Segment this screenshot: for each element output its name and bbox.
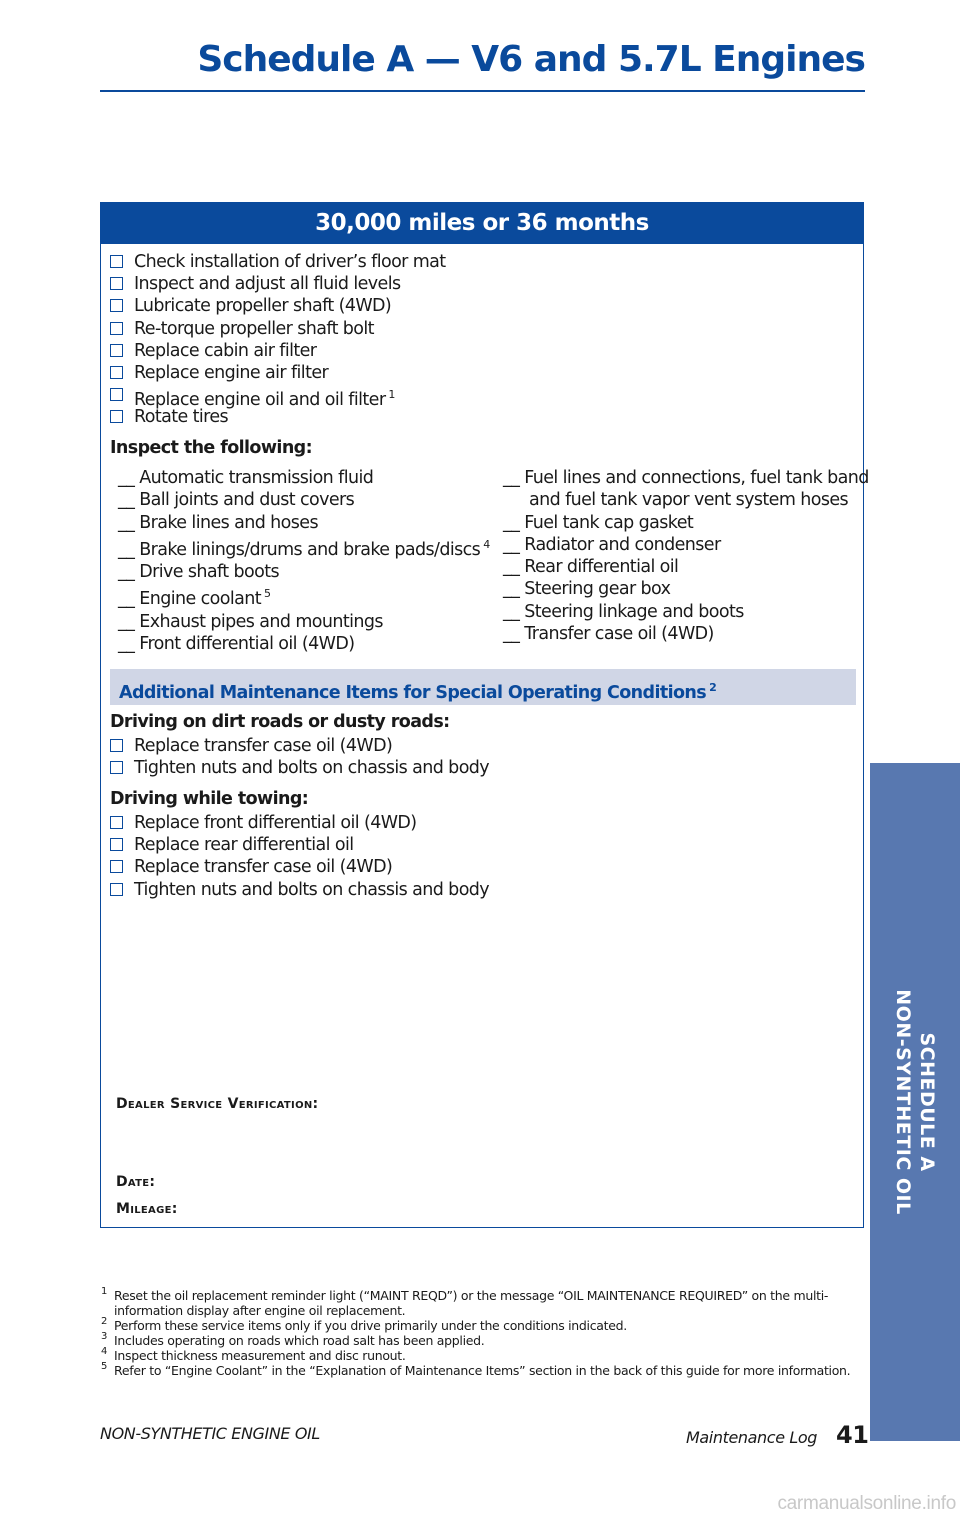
footnote-ref: 5 xyxy=(263,587,271,601)
inspect-item xyxy=(503,512,869,534)
footnote-text: Reset the oil replacement reminder light (“MAINT REQD”) or the message “OIL MAINTENANCE REQUIRED” on the multi-information display after engine oil replacement. xyxy=(114,1288,829,1318)
checklist-item-label: Tighten nuts and bolts on chassis and body xyxy=(134,758,490,779)
inspect-item xyxy=(503,467,869,489)
checklist-item xyxy=(110,735,489,757)
inspect-item xyxy=(118,467,490,489)
footnote-ref: 1 xyxy=(388,388,395,402)
checklist-item xyxy=(110,834,489,856)
checklist-item xyxy=(110,757,489,779)
checklist-item-label: Re-torque propeller shaft bolt xyxy=(134,318,374,339)
footnote-number: 2 xyxy=(101,1316,108,1327)
footnote-text: Perform these service items only if you drive primarily under the conditions indicated. xyxy=(114,1318,627,1333)
checklist-item-label: Replace transfer case oil (4WD) xyxy=(134,736,393,756)
checkbox[interactable] xyxy=(110,761,123,774)
inspect-item-label: __ Steering gear box xyxy=(503,579,671,600)
checklist-item xyxy=(110,340,446,362)
footnote xyxy=(100,1363,865,1378)
checklist-item-label: Tighten nuts and bolts on chassis and body xyxy=(134,879,490,900)
checklist-item xyxy=(110,812,489,834)
inspect-item-label: __ Automatic transmission fluid xyxy=(118,468,374,488)
checklist-item-label: Rotate tires xyxy=(134,407,229,428)
footnote xyxy=(100,1318,865,1333)
checkbox[interactable] xyxy=(110,739,123,752)
inspect-item xyxy=(503,556,869,578)
checklist-item-label: Replace engine oil and oil filter xyxy=(134,390,386,411)
towing-heading: Driving while towing: xyxy=(110,789,309,809)
checklist-item xyxy=(110,856,489,878)
inspect-item-label: __ Rear differential oil xyxy=(503,557,679,578)
checkbox[interactable] xyxy=(110,344,123,357)
checklist-item xyxy=(110,406,446,428)
checklist-item-label: Replace engine air filter xyxy=(134,362,329,383)
checklist xyxy=(110,251,446,429)
checkbox[interactable] xyxy=(110,410,123,423)
inspect-item-label: __ Engine coolant xyxy=(118,589,261,610)
footnote-text: Inspect thickness measurement and disc runout. xyxy=(114,1348,406,1363)
checklist-item-label: Check installation of driver’s floor mat xyxy=(134,252,446,272)
checklist-item-label: Replace cabin air filter xyxy=(134,340,317,361)
footnote xyxy=(100,1288,865,1318)
watermark: carmanualsonline.info xyxy=(777,1493,956,1514)
inspect-heading: Inspect the following: xyxy=(110,438,313,458)
checklist-item xyxy=(110,879,489,901)
checklist-item xyxy=(110,384,446,411)
footnote xyxy=(100,1333,865,1348)
page-number: 41 xyxy=(836,1421,869,1449)
checklist-item-label: Replace rear differential oil xyxy=(134,835,354,856)
maintenance-panel xyxy=(100,202,869,1228)
footer-log-label: Maintenance Log xyxy=(686,1428,817,1447)
checkbox[interactable] xyxy=(110,299,123,312)
inspect-item xyxy=(503,578,869,600)
inspect-item-label: __ Transfer case oil (4WD) xyxy=(503,624,714,645)
footnotes xyxy=(100,1288,865,1378)
inspect-item-label: __ Brake lines and hoses xyxy=(118,512,318,533)
inspect-item-label: and fuel tank vapor vent system hoses xyxy=(529,490,849,511)
inspect-item xyxy=(118,489,490,511)
checkbox[interactable] xyxy=(110,860,123,873)
footnote-ref: 4 xyxy=(483,537,490,551)
checklist-item xyxy=(110,362,446,384)
checklist-item xyxy=(110,295,446,317)
checklist-item-label: Replace front differential oil (4WD) xyxy=(134,813,417,833)
date-label: Date: xyxy=(116,1174,156,1190)
footnote-number: 1 xyxy=(101,1286,108,1297)
panel-header: 30,000 miles or 36 months xyxy=(101,203,863,244)
footnote-text: Refer to “Engine Coolant” in the “Explanation of Maintenance Items” section in the back of this guide for more information. xyxy=(114,1363,851,1378)
checklist-item-label: Inspect and adjust all fluid levels xyxy=(134,274,401,295)
page-title: Schedule A — V6 and 5.7L Engines xyxy=(197,39,865,80)
checklist-item xyxy=(110,318,446,340)
checkbox[interactable] xyxy=(110,322,123,335)
inspect-item xyxy=(118,611,490,633)
footnote-number: 3 xyxy=(101,1331,108,1342)
inspect-item-label: __ Exhaust pipes and mountings xyxy=(118,611,383,632)
footnote-number: 4 xyxy=(101,1346,108,1357)
towing-list xyxy=(110,812,489,901)
checkbox[interactable] xyxy=(110,277,123,290)
inspect-item xyxy=(503,623,869,645)
checkbox[interactable] xyxy=(110,816,123,829)
checklist-item-label: Lubricate propeller shaft (4WD) xyxy=(134,296,392,317)
inspect-item-label: __ Fuel tank cap gasket xyxy=(503,512,694,533)
inspect-item xyxy=(503,534,869,556)
dirt-roads-list xyxy=(110,735,489,779)
inspect-item xyxy=(503,489,869,511)
inspect-item-label: __ Fuel lines and connections, fuel tank band xyxy=(503,468,869,488)
inspect-item-label: __ Radiator and condenser xyxy=(503,534,721,555)
inspect-item xyxy=(118,583,490,610)
inspect-item-label: __ Ball joints and dust covers xyxy=(118,490,355,511)
inspect-item-label: __ Steering linkage and boots xyxy=(503,601,744,622)
checkbox[interactable] xyxy=(110,366,123,379)
inspect-list-left xyxy=(118,467,490,655)
checklist-item xyxy=(110,273,446,295)
inspect-list-right xyxy=(503,467,869,645)
checkbox[interactable] xyxy=(110,255,123,268)
inspect-item-label: __ Front differential oil (4WD) xyxy=(118,634,355,655)
inspect-item xyxy=(118,561,490,583)
special-conditions-band xyxy=(110,669,856,705)
inspect-item-label: __ Brake linings/drums and brake pads/discs xyxy=(118,539,481,560)
dealer-verification-label: Dealer Service Verification: xyxy=(116,1096,319,1112)
checklist-item-label: Replace transfer case oil (4WD) xyxy=(134,857,393,878)
title-divider xyxy=(100,90,865,92)
section-side-tab xyxy=(870,763,960,1441)
inspect-item xyxy=(503,601,869,623)
checklist-item xyxy=(110,251,446,273)
checkbox[interactable] xyxy=(110,883,123,896)
checkbox[interactable] xyxy=(110,388,123,401)
mileage-label: Mileage: xyxy=(116,1201,178,1217)
inspect-item xyxy=(118,512,490,534)
inspect-item-label: __ Drive shaft boots xyxy=(118,562,279,583)
footnote xyxy=(100,1348,865,1363)
inspect-item xyxy=(118,534,490,561)
special-conditions-heading: Additional Maintenance Items for Special Operating Conditions $^2$ xyxy=(119,681,717,703)
checkbox[interactable] xyxy=(110,838,123,851)
inspect-item xyxy=(118,633,490,655)
footnote-number: 5 xyxy=(101,1361,108,1372)
side-tab-label: SCHEDULE A NON-SYNTHETIC OIL xyxy=(892,989,938,1215)
footnote-text: Includes operating on roads which road salt has been applied. xyxy=(114,1333,485,1348)
footer-section-label: NON-SYNTHETIC ENGINE OIL xyxy=(100,1424,320,1443)
dirt-roads-heading: Driving on dirt roads or dusty roads: xyxy=(110,712,450,732)
